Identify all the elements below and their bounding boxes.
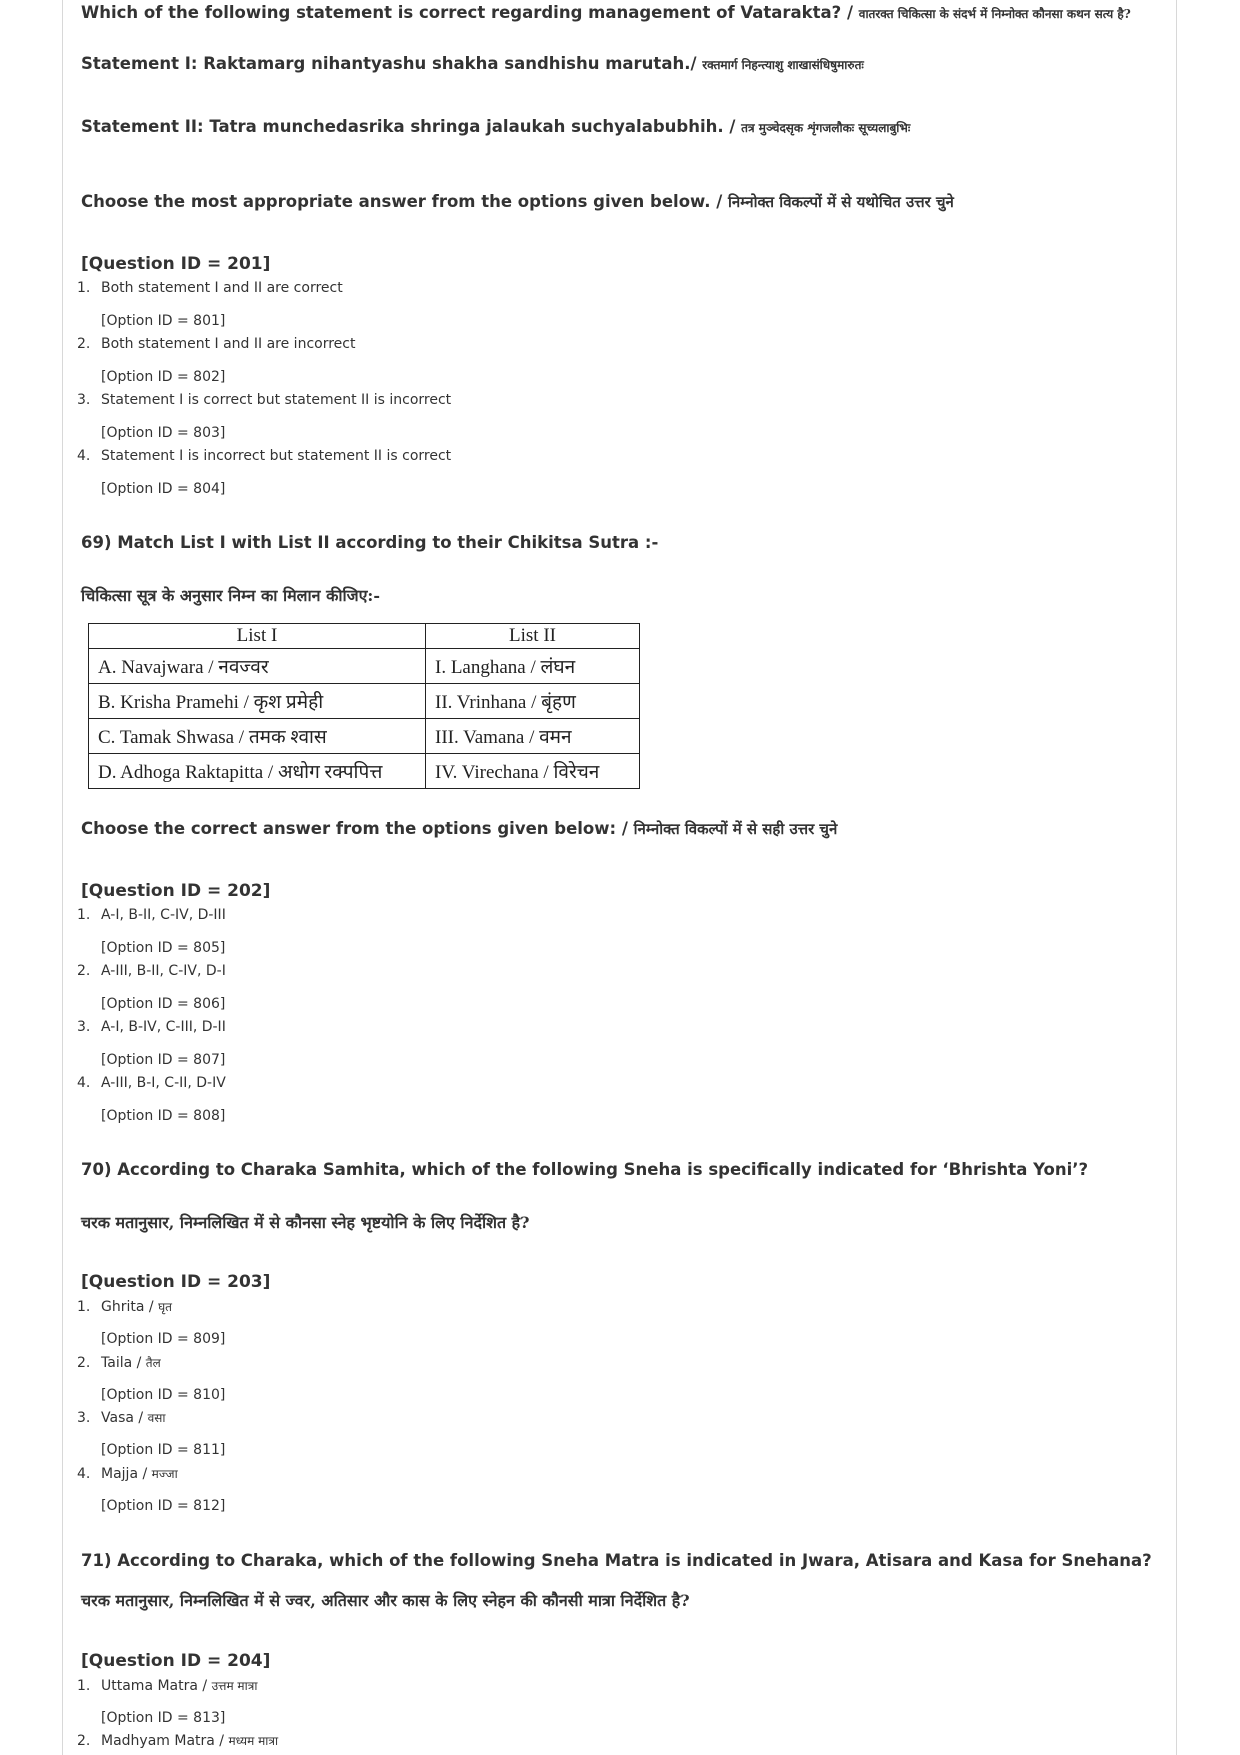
list-1-header: List I <box>89 624 426 649</box>
question-71-hindi: चरक मतानुसार, निम्नलिखित में से ज्वर, अतिसार और कास के लिए स्नेहन की कौनसी मात्रा निर्देशित है? <box>81 1591 690 1610</box>
document-page <box>62 0 1177 1755</box>
option-label-hi: घृत <box>158 1300 172 1314</box>
option-4[interactable] <box>77 1465 178 1482</box>
list-1-item: A. Navajwara / नवज्वर <box>89 649 426 684</box>
question-69-hindi: चिकित्सा सूत्र के अनुसार निम्न का मिलान कीजिए:- <box>81 586 380 605</box>
option-3[interactable] <box>77 1409 165 1426</box>
option-label: Ghrita / <box>101 1299 159 1315</box>
option-number: 2. <box>77 1355 91 1371</box>
option-number: 1. <box>77 907 91 923</box>
statement-2-hi: तत्र मुञ्चेदसृक शृंगजलौकः सूच्यलाबुभिः <box>741 121 911 135</box>
option-label: Statement I is incorrect but statement II is correct <box>101 448 452 464</box>
question-69-title: 69) Match List I with List II according to their Chikitsa Sutra :- <box>81 533 659 552</box>
statement-1 <box>81 54 864 73</box>
option-id: [Option ID = 803] <box>101 425 226 441</box>
option-id: [Option ID = 807] <box>101 1052 226 1068</box>
match-table-row <box>89 754 640 789</box>
list-1-item: D. Adhoga Raktapitta / अधोग रक्पपित्त <box>89 754 426 789</box>
option-label: Taila / <box>101 1355 146 1371</box>
question-id: [Question ID = 201] <box>81 254 271 274</box>
match-table-row <box>89 649 640 684</box>
option-1[interactable] <box>77 1677 257 1694</box>
option-4[interactable] <box>77 1075 226 1091</box>
list-2-item: II. Vrinhana / बृंहण <box>426 684 640 719</box>
option-3[interactable] <box>77 392 451 408</box>
question-68-instruction <box>81 192 954 212</box>
option-number: 3. <box>77 1019 91 1035</box>
question-68-text <box>81 3 1131 22</box>
option-label: A-I, B-II, C-IV, D-III <box>101 907 226 923</box>
option-label-hi: मध्यम मात्रा <box>228 1734 279 1748</box>
list-2-item: IV. Virechana / विरेचन <box>426 754 640 789</box>
option-label: Vasa / <box>101 1410 148 1426</box>
statement-2-en: Statement II: Tatra munchedasrika shringa jalaukah suchyalabubhih. / <box>81 117 736 136</box>
question-id: [Question ID = 204] <box>81 1651 271 1671</box>
option-id: [Option ID = 808] <box>101 1108 226 1124</box>
list-2-item: III. Vamana / वमन <box>426 719 640 754</box>
match-table-row <box>89 684 640 719</box>
option-id: [Option ID = 812] <box>101 1498 226 1514</box>
option-number: 1. <box>77 1678 91 1694</box>
option-number: 3. <box>77 392 91 408</box>
question-71-title: 71) According to Charaka, which of the following Sneha Matra is indicated in Jwara, Atisara and Kasa for Snehana? <box>81 1551 1152 1570</box>
option-id: [Option ID = 813] <box>101 1710 226 1726</box>
option-label-hi: मज्जा <box>151 1467 178 1481</box>
option-id: [Option ID = 809] <box>101 1331 226 1347</box>
option-3[interactable] <box>77 1019 226 1035</box>
option-1[interactable] <box>77 280 343 296</box>
option-number: 4. <box>77 1466 91 1482</box>
option-number: 4. <box>77 448 91 464</box>
match-table-header <box>89 624 640 649</box>
list-1-item: B. Krisha Pramehi / कृश प्रमेही <box>89 684 426 719</box>
instruction-hi: निम्नोक्त विकल्पों में से यथोचित उत्तर चुने <box>728 193 954 211</box>
option-number: 2. <box>77 963 91 979</box>
option-number: 4. <box>77 1075 91 1091</box>
option-number: 3. <box>77 1410 91 1426</box>
statement-2 <box>81 117 910 136</box>
option-1[interactable] <box>77 907 226 923</box>
statement-1-en: Statement I: Raktamarg nihantyashu shakha sandhishu marutah./ <box>81 54 697 73</box>
option-label: Madhyam Matra / <box>101 1733 229 1749</box>
option-1[interactable] <box>77 1298 172 1315</box>
question-70-hindi: चरक मतानुसार, निम्नलिखित में से कौनसा स्नेह भृष्टयोनि के लिए निर्देशित है? <box>81 1213 530 1232</box>
instruction-en: Choose the most appropriate answer from the options given below. / <box>81 192 723 211</box>
option-2[interactable] <box>77 1354 161 1371</box>
question-70-title: 70) According to Charaka Samhita, which of the following Sneha is specifically indicated for ‘Bhrishta Yoni’? <box>81 1160 1089 1179</box>
question-69-instruction <box>81 819 837 839</box>
option-label-hi: वसा <box>147 1411 166 1425</box>
option-id: [Option ID = 801] <box>101 313 226 329</box>
question-68-text-en: Which of the following statement is correct regarding management of Vatarakta? / <box>81 3 854 22</box>
option-number: 1. <box>77 1299 91 1315</box>
option-label-hi: तैल <box>145 1356 161 1370</box>
statement-1-hi: रक्तमार्ग निहन्त्याशु शाखासंधिषुमारुतः <box>702 58 864 72</box>
option-number: 1. <box>77 280 91 296</box>
option-label: A-I, B-IV, C-III, D-II <box>101 1019 226 1035</box>
option-label: Uttama Matra / <box>101 1678 212 1694</box>
list-2-item: I. Langhana / लंघन <box>426 649 640 684</box>
question-id: [Question ID = 202] <box>81 881 271 901</box>
option-2[interactable] <box>77 1732 278 1749</box>
match-table-row <box>89 719 640 754</box>
option-label: Majja / <box>101 1466 152 1482</box>
option-4[interactable] <box>77 448 451 464</box>
option-2[interactable] <box>77 336 355 352</box>
option-label: A-III, B-II, C-IV, D-I <box>101 963 226 979</box>
option-2[interactable] <box>77 963 226 979</box>
option-number: 2. <box>77 336 91 352</box>
option-label: A-III, B-I, C-II, D-IV <box>101 1075 226 1091</box>
option-label-hi: उत्तम मात्रा <box>211 1679 258 1693</box>
option-number: 2. <box>77 1733 91 1749</box>
option-id: [Option ID = 802] <box>101 369 226 385</box>
list-2-header: List II <box>426 624 640 649</box>
instruction-hi: निम्नोक्त विकल्पों में से सही उत्तर चुने <box>633 820 838 838</box>
option-id: [Option ID = 810] <box>101 1387 226 1403</box>
option-label: Both statement I and II are correct <box>101 280 343 296</box>
question-id: [Question ID = 203] <box>81 1272 271 1292</box>
question-68-text-hi: वातरक्त चिकित्सा के संदर्भ में निम्नोक्त कौनसा कथन सत्य है? <box>858 7 1131 21</box>
match-table <box>88 623 640 789</box>
option-id: [Option ID = 805] <box>101 940 226 956</box>
instruction-en: Choose the correct answer from the options given below: / <box>81 819 628 838</box>
option-label: Statement I is correct but statement II is incorrect <box>101 392 452 408</box>
option-label: Both statement I and II are incorrect <box>101 336 356 352</box>
option-id: [Option ID = 806] <box>101 996 226 1012</box>
option-id: [Option ID = 804] <box>101 481 226 497</box>
list-1-item: C. Tamak Shwasa / तमक श्वास <box>89 719 426 754</box>
option-id: [Option ID = 811] <box>101 1442 226 1458</box>
